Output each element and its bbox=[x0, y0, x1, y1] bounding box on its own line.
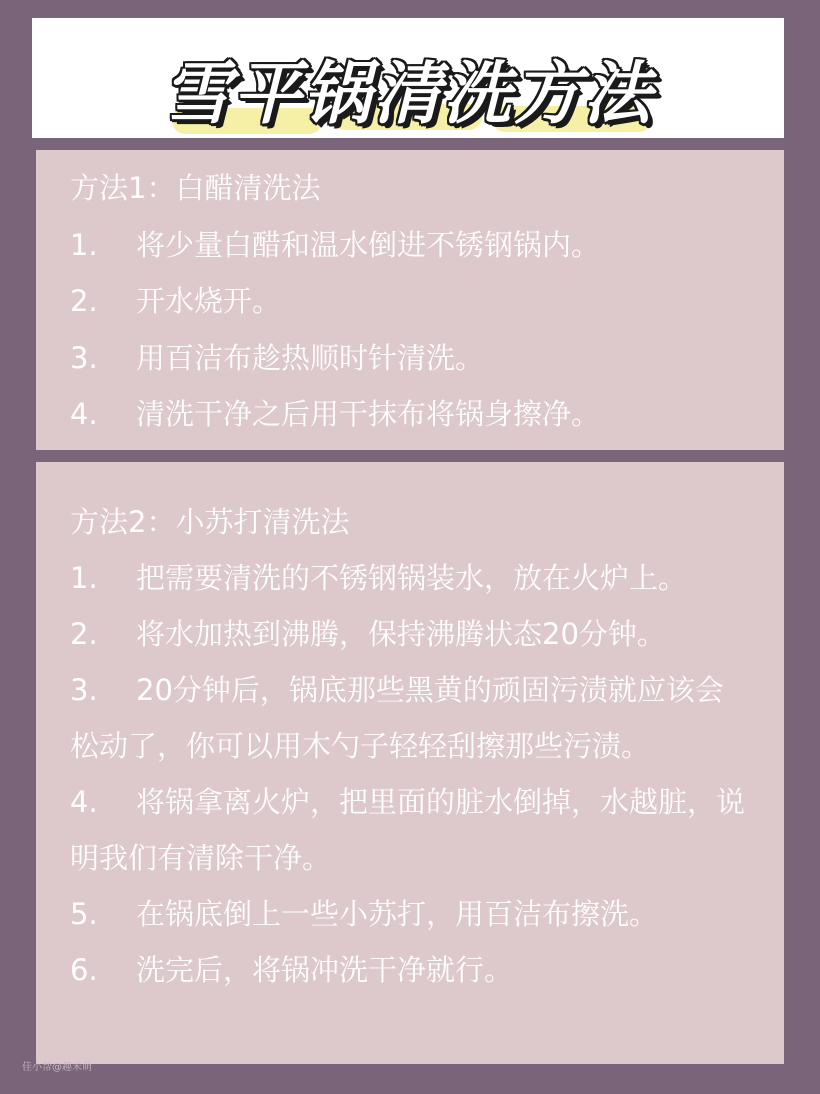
step-text: 开水烧开。 bbox=[136, 284, 282, 318]
step-text: 20分钟后，锅底那些黑黄的顽固污渍就应该会松动了，你可以用木勺子轻轻刮擦那些污渍。 bbox=[70, 673, 724, 763]
step-number: 1. bbox=[70, 561, 98, 595]
list-item bbox=[70, 330, 784, 387]
step-number: 2. bbox=[70, 284, 98, 318]
list-item bbox=[70, 774, 750, 886]
step-number: 4. bbox=[70, 785, 98, 819]
watermark: 佳小帮@趣米萌 bbox=[22, 1062, 92, 1073]
step-number: 1. bbox=[70, 227, 98, 262]
step-number: 5. bbox=[70, 897, 98, 931]
method1-panel bbox=[36, 150, 784, 450]
step-number: 3. bbox=[70, 673, 98, 707]
list-item bbox=[70, 662, 750, 774]
list-item bbox=[70, 606, 750, 662]
page-title: 雪平锅清洗方法 bbox=[162, 55, 653, 134]
step-text: 用百洁布趁热顺时针清洗。 bbox=[136, 340, 485, 375]
title-banner bbox=[32, 18, 784, 138]
list-item bbox=[70, 273, 784, 330]
step-text: 将锅拿离火炉，把里面的脏水倒掉，水越脏，说明我们有清除干净。 bbox=[70, 785, 746, 875]
list-item bbox=[70, 942, 750, 998]
step-text: 把需要清洗的不锈钢锅装水，放在火炉上。 bbox=[136, 561, 688, 595]
method1-heading: 方法1：白醋清洗法 bbox=[70, 171, 321, 205]
step-number: 4. bbox=[70, 397, 98, 431]
method2-heading: 方法2：小苏打清洗法 bbox=[70, 505, 350, 539]
step-text: 在锅底倒上一些小苏打，用百洁布擦洗。 bbox=[136, 897, 659, 931]
step-number: 6. bbox=[70, 953, 98, 987]
step-text: 将水加热到沸腾，保持沸腾状态20分钟。 bbox=[136, 617, 666, 651]
list-item bbox=[70, 386, 784, 443]
step-text: 清洗干净之后用干抹布将锅身擦净。 bbox=[136, 397, 601, 431]
step-text: 洗完后，将锅冲洗干净就行。 bbox=[136, 953, 514, 987]
list-item bbox=[70, 217, 784, 274]
list-item bbox=[70, 886, 750, 942]
step-number: 2. bbox=[70, 617, 98, 651]
method2-panel bbox=[36, 462, 784, 1064]
step-number: 3. bbox=[70, 340, 98, 375]
list-item bbox=[70, 550, 750, 606]
step-text: 将少量白醋和温水倒进不锈钢锅内。 bbox=[136, 227, 601, 262]
